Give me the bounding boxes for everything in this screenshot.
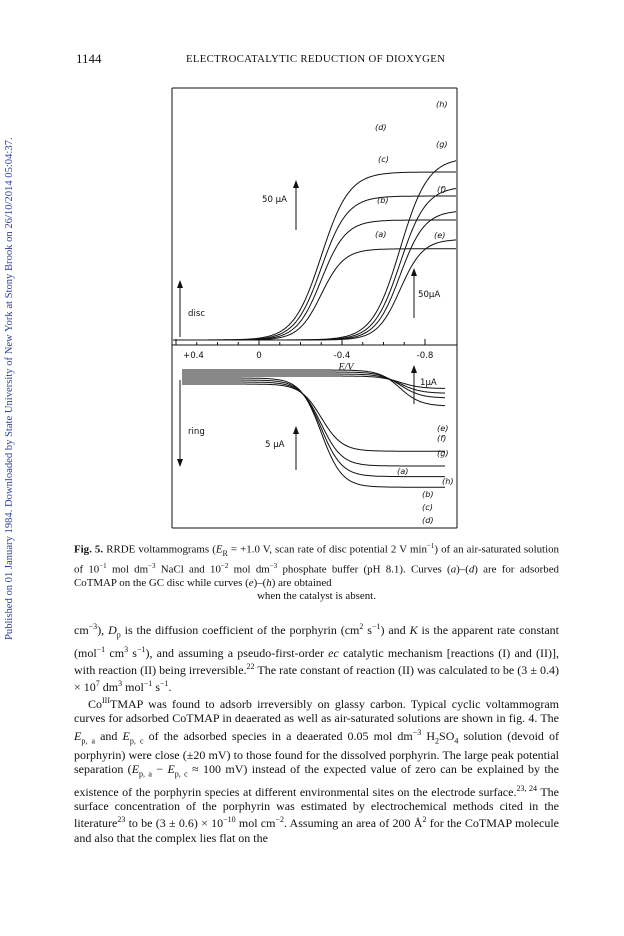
ring-curve-b bbox=[182, 382, 445, 466]
disc-scale-large-label: 50 μA bbox=[262, 195, 288, 205]
disc-scale-bar-small bbox=[411, 268, 417, 318]
disc-label-f: (f) bbox=[437, 184, 447, 194]
x-tick-label-minus04: -0.4 bbox=[333, 351, 351, 361]
disc-label-a: (a) bbox=[375, 229, 387, 239]
paragraph-2: $Co^{III}TMAP$ was found to adsorb irreversibly on glassy carbon. Typical cyclic voltammogram curves for adsorbed CoTMAP in deaerated as well as air-saturated solutions are shown in fig. 4. The $E_{p, a}$ and $E_{p, c}$ of the adsorbed species in a deaerated 0.05 mol $dm^{-3}$ $H_2SO_4$ solution (devoid of porphyrin) were close (±20 mV) to those found for the dissolved porphyrin. The large peak potential separation ($E_{p, a} - E_{p, c} \approx 100$ mV) instead of the expected value of zero can be explained by the existence of the porphyrin species at different environmental sites on the electrode surface.$^{23, 24}$ The surface concentration of the porphyrin was estimated by electrochemical methods cited in the literature$^{23}$ to be $(3 \pm 0.6) \times 10^{-10}$ mol $cm^{-2}$. Assuming an area of 200 $Å^2$ for the CoTMAP molecule and also that the complex lies flat on the bbox=[74, 696, 560, 845]
ring-label-a: (a) bbox=[397, 466, 409, 476]
x-tick-label-0: 0 bbox=[256, 351, 262, 361]
ring-scale-small-label: 1μA bbox=[420, 378, 437, 388]
sidebar-text: Published on 01 January 1984. Downloaded by State University of New York at Stony Brook on 26/10/2014 05:04:37. bbox=[4, 137, 15, 640]
ring-scale-large-label: 5 μA bbox=[265, 440, 285, 450]
voltammogram-curves bbox=[173, 161, 456, 487]
x-tick-label-plus04: +0.4 bbox=[183, 351, 204, 361]
disc-label-g: (g) bbox=[436, 139, 448, 149]
x-axis-label: E/V bbox=[338, 362, 354, 373]
ring-label-g: (g) bbox=[437, 448, 449, 458]
ring-label-e: (e) bbox=[437, 423, 449, 433]
disc-label: disc bbox=[188, 309, 206, 319]
paragraph-1: $cm^{-3}$), $D_p$ is the diffusion coefficient of the porphyrin ($cm^2$ $s^{-1}$) and K is the apparent rate constant (mol$^{-1}$ $cm^3$ $s^{-1}$), and assuming a pseudo-first-order ec catalytic mechanism [reactions (I) and (II)], with reaction (II) being irreversible.$^{22}$ The rate constant of reaction (II) was calculated to be $(3 \pm 0.4) \times 10^7$ $dm^3$ mol$^{-1}$ $s^{-1}$. bbox=[74, 622, 559, 694]
ring-label-b: (b) bbox=[422, 489, 434, 499]
x-tick-label-minus08: -0.8 bbox=[416, 351, 434, 361]
figure-caption: Fig. 5. RRDE voltammograms ($E_R = +1.0$ V, scan rate of disc potential 2 V $\min^{-1}$) of an air-saturated solution of $10^{-1}$ mol $dm^{-3}$ NaCl and $10^{-2}$ mol $dm^{-3}$ phosphate buffer (pH 8.1). Curves (a)–(d) are for adsorbed CoTMAP on the GC disc while curves (e)–(h) are obtained when the catalyst is absent. bbox=[74, 542, 560, 603]
page-number: 1144 bbox=[76, 51, 102, 66]
ring-scale-bar-large bbox=[293, 426, 299, 470]
ring-curve-a bbox=[182, 384, 445, 451]
ring-label-c: (c) bbox=[422, 502, 433, 512]
ring-direction-arrowhead bbox=[177, 459, 183, 467]
disc-direction-arrowhead bbox=[177, 280, 183, 288]
ring-label-f: (f) bbox=[437, 433, 447, 443]
disc-label-h: (h) bbox=[436, 99, 448, 109]
ring-label-d: (d) bbox=[422, 515, 434, 525]
ring-curve-c bbox=[182, 380, 445, 477]
disc-label-c: (c) bbox=[378, 154, 389, 164]
disc-label-b: (b) bbox=[377, 195, 389, 205]
disc-label-d: (d) bbox=[375, 122, 387, 132]
running-head: ELECTROCATALYTIC REDUCTION OF DIOXYGEN bbox=[186, 53, 446, 65]
disc-scale-bar-large bbox=[293, 180, 299, 230]
ring-label: ring bbox=[188, 427, 205, 437]
body-text bbox=[74, 620, 559, 845]
disc-curve-c bbox=[173, 196, 456, 340]
ring-label-h: (h) bbox=[442, 476, 454, 486]
disc-label-e: (e) bbox=[434, 230, 446, 240]
disc-scale-small-label: 50μA bbox=[418, 290, 441, 300]
